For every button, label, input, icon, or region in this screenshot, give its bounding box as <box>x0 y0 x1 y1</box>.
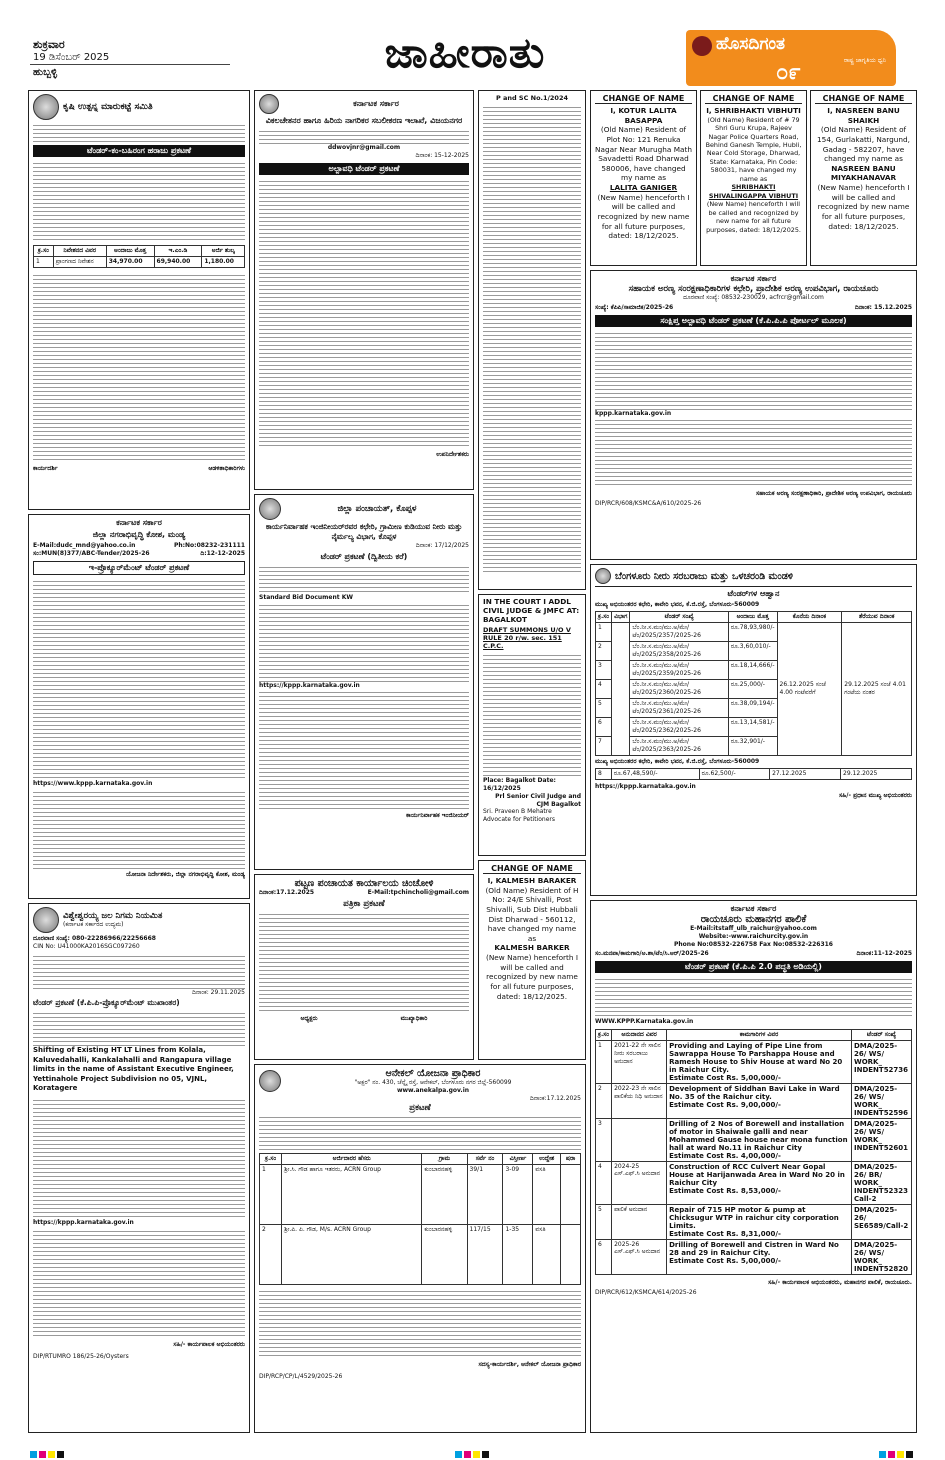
bwssb-td: ಬೆಂ.ನೀ.ಸ.ಮಂ/ಮು.ಅ/ಮೇ/ಟೆಂ/2025/2362/2025-26 <box>630 717 728 736</box>
anekal-td: ವಸತಿ <box>533 1225 561 1285</box>
raichur-title: ರಾಯಚೂರು ಮಹಾನಗರ ಪಾಲಿಕೆ <box>700 914 807 925</box>
bwssb-office-1: ಮುಖ್ಯ ಅಭಿಯಂತರರ ಕಛೇರಿ, ಕಾವೇರಿ ಭವನ, ಕೆ.ಜಿ.ರಸ್ತೆ, ಬೆಂಗಳೂರು-560009 <box>595 601 760 608</box>
bwssb-td: 29.12.2025 <box>841 768 912 779</box>
court-date: Place: Bagalkot Date: 16/12/2025 <box>483 777 556 793</box>
mandya-date: ದಿ:12-12-2025 <box>200 549 245 557</box>
welfare-dept: ವಿಕಲಚೇತನರ ಹಾಗೂ ಹಿರಿಯ ನಾಗರಿಕರ ಸಬಲೀಕರಣ ಇಲಾಖೆ, ವಿಜಯನಗರ <box>265 116 463 125</box>
ad-mandya <box>28 514 250 899</box>
bwssb-table <box>595 611 912 756</box>
change-heading: CHANGE OF NAME <box>483 864 581 874</box>
bwssb-td: ರೂ.67,48,590/- <box>611 768 699 779</box>
raichur-estimate: Estimate Cost Rs. 8,53,000/- <box>669 1186 781 1195</box>
mandya-body-text-2 <box>33 789 245 869</box>
section-title: ಜಾಹೀರಾತು <box>384 28 546 77</box>
raichur-td: 3 <box>596 1118 612 1161</box>
mandya-signer: ಯೋಜನಾ ನಿರ್ದೇಶಕರು, ಜಿಲ್ಲಾ ನಗರಾಭಿವೃದ್ಧಿ ಕೋಶ, ಮಂಡ್ಯ <box>126 871 245 879</box>
bwssb-th: ಟೆಂಡರ್ ಸಂಖ್ಯೆ <box>630 611 728 622</box>
anekal-th: ಗ್ರಾಮ <box>422 1154 467 1165</box>
raichur-work: Drilling of Borewell and Cistren in Ward No 28 and 29 in Raichur City. <box>669 1240 839 1257</box>
apmc-td: 1 <box>34 257 54 268</box>
masthead-date: 19 ಡಿಸೆಂಬರ್ 2025 <box>33 52 110 63</box>
zp-body-text <box>259 564 469 594</box>
raichur-td: DMA/2025-26/ WS/ WORK_ INDENT52736 <box>852 1040 912 1083</box>
zp-portal[interactable]: https://kppp.karnataka.gov.in <box>259 681 360 689</box>
zp-title: ಜಿಲ್ಲಾ ಪಂಚಾಯತ್, ಕೊಪ್ಪಳ <box>337 504 417 514</box>
raichur-estimate: Estimate Cost Rs. 9,00,000/- <box>669 1100 781 1109</box>
raichur-website: Website:-www.raichurcity.gov.in <box>698 932 809 940</box>
anekal-th: ಷರಾ <box>561 1154 581 1165</box>
anekal-th: ಕ್ರ.ಸಂ <box>260 1154 282 1165</box>
raichur-td: DMA/2025-26/ BR/ WORK_ INDENT52323 Call-2 <box>852 1161 912 1204</box>
bwssb-th: ಅಂದಾಜು ಮೊತ್ತ <box>728 611 777 622</box>
raichur-td <box>667 1161 852 1204</box>
bwssb-td: ಬೆಂ.ನೀ.ಸ.ಮಂ/ಮು.ಅ/ಮೇ/ಟೆಂ/2025/2361/2025-26 <box>630 698 728 717</box>
vjnl-body-text <box>33 1010 245 1046</box>
welfare-notice: ಅಲ್ಪಾವಧಿ ಟೆಂಡರ್ ಪ್ರಕಟಣೆ <box>259 163 469 175</box>
masthead-day: ಶುಕ್ರವಾರ <box>33 38 65 51</box>
zp-date: ದಿನಾಂಕ: 17/12/2025 <box>415 542 469 549</box>
apmc-th: ಇ.ಎಂ.ಡಿ <box>154 246 202 257</box>
raichur-td: 2024-25 ಎಸ್.ಎಫ್.ಸಿ ಅನುದಾನ <box>612 1161 667 1204</box>
chincholi-email: E-Mail:tpchincholi@gmail.com <box>367 889 469 896</box>
change-old-name: I, KOTUR LALITA BASAPPA <box>610 106 677 125</box>
karnataka-emblem-icon <box>259 94 279 114</box>
raichur-th: ಕ್ರ.ಸಂ <box>596 1029 612 1040</box>
bwssb-td: ರೂ.38,09,194/- <box>728 698 777 717</box>
ad-bwssb <box>590 564 917 896</box>
raichur-td <box>667 1204 852 1239</box>
forest-signer: ಸಹಾಯಕ ಅರಣ್ಯ ಸಂರಕ್ಷಣಾಧಿಕಾರಿ, ಪ್ರಾದೇಶಿಕ ಅರಣ್ಯ ಉಪವಿಭಾಗ, ರಾಯಚೂರು <box>755 490 912 498</box>
raichur-td: 2 <box>596 1083 612 1118</box>
zp-notice: ಟೆಂಡರ್ ಪ್ರಕಟಣೆ (ದ್ವಿತೀಯ ಕರೆ) <box>320 551 408 561</box>
raichur-row <box>596 1083 912 1118</box>
forest-body-text-2 <box>595 417 912 487</box>
raichur-estimate: Estimate Cost Rs. 4,00,000/- <box>669 1151 781 1160</box>
change-body: (Old Name) Resident of 154, Gurlakatti, Nargund, Gadag - 582207, have changed my name as <box>817 125 910 164</box>
vjnl-cin: CIN No: U41000KA2016SGC097260 <box>33 942 140 950</box>
raichur-td: DMA/2025-26/ SE6589/Call-2 <box>852 1204 912 1239</box>
anekal-dip: DIP/RCP/CP/L/4529/2025-26 <box>259 1373 343 1381</box>
raichur-td: 1 <box>596 1040 612 1083</box>
bwssb-td: 8 <box>596 768 612 779</box>
ad-welfare <box>254 90 474 490</box>
mandya-govt: ಕರ್ನಾಟಕ ಸರ್ಕಾರ <box>116 518 162 527</box>
raichur-td: 4 <box>596 1161 612 1204</box>
chincholi-notice: ಪತ್ರಿಕಾ ಪ್ರಕಟಣೆ <box>343 898 385 909</box>
raichur-work: Providing and Laying of Pipe Line from Sawrappa House To Parshappa House and Ramesh House to Shiv House at ward No 20 in Raichur City. <box>669 1041 843 1074</box>
zp-office: ಕಾರ್ಯನಿರ್ವಾಹಕ ಇಂಜಿನೀಯರ್‌ರವರ ಕಛೇರಿ, ಗ್ರಾಮೀಣ ಕುಡಿಯುವ ನೀರು ಮತ್ತು ನೈರ್ಮಲ್ಯ ವಿಭಾಗ, ಕೊಪ್ಪಳ <box>265 522 463 541</box>
anekal-th: ವಿಸ್ತೀರ್ಣ <box>503 1154 533 1165</box>
change-tail: (New Name) henceforth I will be called and recognized by new name for all future purposes, dated: 18/12/2025. <box>817 183 910 231</box>
vjnl-work: Shifting of Existing HT LT Lines from Kolala, Kaluvedahalli, Kankalahalli and Rangapura village limits in the name of Assistant Executive Engineer, Yettinahole Project Subdivision no 05, VJNL, Koratagere <box>33 1046 234 1093</box>
apmc-td: 34,970.00 <box>106 257 154 268</box>
change-body: (Old Name) Resident of # 79 Shri Guru Krupa, Rajeev Nagar Police Quarters Road, Behind Ganesh Temple, Hubli, Near Cold Storage, Dharwad, State: Karnataka, Pin Code: 580031, have changed my name as <box>705 115 802 183</box>
raichur-td: 6 <box>596 1239 612 1274</box>
bwssb-th: ಕ್ರ.ಸಂ <box>596 611 612 622</box>
ad-anekal <box>254 1064 586 1433</box>
anekal-td: 2 <box>260 1225 282 1285</box>
zp-body-text-2 <box>259 602 469 682</box>
raichur-td <box>667 1118 852 1161</box>
karnataka-emblem-icon <box>33 94 59 120</box>
anekal-date: ದಿನಾಂಕ:17.12.2025 <box>529 1094 581 1102</box>
raichur-row <box>596 1161 912 1204</box>
bwssb-logo-icon <box>595 568 611 584</box>
raichur-estimate: Estimate Cost Rs. 5,00,000/- <box>669 1256 781 1265</box>
raichur-td: 2021-22 ನೇ ಸಾಲಿನ ನೀರು ಸರಬರಾಜು ಅನುದಾನ <box>612 1040 667 1083</box>
raichur-td: 5 <box>596 1204 612 1239</box>
anekal-body-text <box>259 1114 581 1150</box>
ad-chincholi <box>254 874 474 1060</box>
raichur-ref: ಸಂ.ಮನಪಾ/ಕಾಮಗಾರಿ/ಅ.ಶಾ/ಟೆಂ/ಸಿ.ಆರ್/2025-26 <box>595 950 709 958</box>
raichur-table <box>595 1029 912 1275</box>
bwssb-td: ರೂ.78,93,980/- <box>728 622 777 641</box>
change-old-name: I, KALMESH BARAKER <box>487 876 577 885</box>
raichur-td: DMA/2025-26/ WS/ WORK_ INDENT52596 <box>852 1083 912 1118</box>
vjnl-logo-icon <box>33 907 59 933</box>
chincholi-sign-1: ಅಧ್ಯಕ್ಷರು <box>300 1014 318 1022</box>
forest-title: ಸಹಾಯಕ ಅರಣ್ಯ ಸಂರಕ್ಷಣಾಧಿಕಾರಿಗಳ ಕಛೇರಿ, ಪ್ರಾದೇಶಿಕ ಅರಣ್ಯ ಉಪವಿಭಾಗ, ರಾಯಚೂರು <box>628 284 879 294</box>
apmc-td: ಪ್ರಾಂಗಣದ ನಿವೇಶನ <box>53 257 106 268</box>
bwssb-th: ತೆರೆಯುವ ದಿನಾಂಕ <box>842 611 912 622</box>
forest-govt: ಕರ್ನಾಟಕ ಸರ್ಕಾರ <box>730 274 777 283</box>
mandya-email: E-Mail:dudc_mnd@yahoo.co.in <box>33 542 136 549</box>
ad-zp-koppal <box>254 494 474 870</box>
raichur-work: Repair of 715 HP motor & pump at Chicksugur WTP in raichur city corporation Limits. <box>669 1205 839 1230</box>
chincholi-body-text <box>259 911 469 1011</box>
ad-court-summons <box>478 594 586 856</box>
court-summons: DRAFT SUMMONS U/O V RULE 20 r/w. sec. 151 C.P.C. <box>483 626 571 651</box>
apmc-th: ನಿವೇಶನದ ವಿವರ <box>53 246 106 257</box>
court-summons-body <box>483 652 581 777</box>
apmc-signer-2: ಆಡಳಿತಾಧಿಕಾರಿಗಳು <box>208 465 245 472</box>
vjnl-address <box>33 953 245 989</box>
change-old-name: I, SHRIBHAKTI VIBHUTI <box>706 106 801 115</box>
vjnl-notice: ಟೆಂಡರ್ ಪ್ರಕಟಣೆ (ಕೆ.ಪಿ.ಪಿ-ಪ್ರೊಕ್ಯೂರ್‌ಮೆಂಟ್ ಮುಖಾಂತರ) <box>33 998 180 1008</box>
raichur-row <box>596 1118 912 1161</box>
raichur-th: ಅನುದಾನದ ವಿವರ <box>612 1029 667 1040</box>
raichur-td: 2025-26 ಎಸ್.ಎಫ್.ಸಿ ಅನುದಾನ <box>612 1239 667 1274</box>
apmc-title: ಕೃಷಿ ಉತ್ಪನ್ನ ಮಾರುಕಟ್ಟೆ ಸಮಿತಿ <box>63 102 153 112</box>
bwssb-td: 2 <box>596 641 612 660</box>
paper-name: ಹೊಸದಿಗಂತ <box>716 34 786 54</box>
bwssb-table-2 <box>595 768 912 780</box>
page-number: ೦೯ <box>776 60 801 85</box>
welfare-signer: ಉಪನಿರ್ದೇಶಕರು <box>436 450 469 458</box>
change-new-name: LALITA GANIGER <box>609 183 678 192</box>
anekal-td: 39/1 <box>467 1165 503 1225</box>
court-body-text <box>483 104 581 574</box>
apmc-address <box>33 122 245 142</box>
change-tail: (New Name) henceforth I will be called and recognized by new name for all future purposes, dated: 18/12/2025. <box>597 192 690 241</box>
change-tail: (New Name) henceforth I will be called and recognized by new name for all future purposes, dated: 18/12/2025. <box>485 953 578 1001</box>
bwssb-th: ವಿಭಾಗ <box>612 611 630 622</box>
court-case-title: P and SC No.1/2024 <box>495 94 569 102</box>
bwssb-office-2: ಮುಖ್ಯ ಅಭಿಯಂತರರ ಕಛೇರಿ, ಕಾವೇರಿ ಭವನ, ಕೆ.ಜಿ.ರಸ್ತೆ, ಬೆಂಗಳೂರು-560009 <box>595 757 760 765</box>
anekal-web: www.anekalpa.gov.in <box>396 1086 470 1094</box>
print-registration-marks <box>30 1443 915 1453</box>
chincholi-date: ದಿನಾಂಕ:17.12.2025 <box>259 889 315 896</box>
anekal-notice: ಪ್ರಕಟಣೆ <box>409 1103 431 1114</box>
raichur-body-text <box>595 976 912 1018</box>
raichur-email: E-Mail:itstaff_ulb_raichur@yahoo.com <box>690 925 817 932</box>
anekal-td: 117/15 <box>467 1225 503 1285</box>
apmc-td: 1,180.00 <box>202 257 245 268</box>
raichur-estimate: Estimate Cost Rs. 8,31,000/- <box>669 1229 781 1238</box>
mandya-title: ಜಿಲ್ಲಾ ನಗರಾಭಿವೃದ್ಧಿ ಕೋಶ, ಮಂಡ್ಯ <box>92 530 186 539</box>
change-new-name: KALMESH BARKER <box>494 943 570 953</box>
apmc-th: ಅಂದಾಜು ಮೊತ್ತ <box>106 246 154 257</box>
change-new-name: NASREEN BANU MIYAKHANAVAR <box>830 163 897 183</box>
zp-signer: ಕಾರ್ಯನಿರ್ವಾಹಕ ಇಂಜಿನೀಯರ್ <box>406 812 469 820</box>
change-old-name: I, NASREEN BANU SHAIKH <box>827 106 900 125</box>
apmc-conditions <box>33 272 245 462</box>
change-tail: (New Name) henceforth I will be called and recognized by new name for all future purposes, dated: 18/12/2025. <box>706 200 801 234</box>
apmc-table <box>33 245 245 268</box>
raichur-work: Construction of RCC Culvert Near Gopal House at Harijanwada Area in Ward No 20 in Raichur City <box>669 1162 845 1187</box>
bwssb-td: ಬೆಂ.ನೀ.ಸ.ಮಂ/ಮು.ಅ/ಮೇ/ಟೆಂ/2025/2357/2025-26 <box>630 622 728 641</box>
raichur-govt: ಕರ್ನಾಟಕ ಸರ್ಕಾರ <box>730 904 777 913</box>
welfare-govt: ಕರ್ನಾಟಕ ಸರ್ಕಾರ <box>353 99 399 108</box>
change-of-name-2 <box>700 90 807 266</box>
welfare-email: ddwovjnr@gmail.com <box>327 144 401 151</box>
bwssb-signer: ಸಹಿ/- ಪ್ರಧಾನ ಮುಖ್ಯ ಅಭಿಯಂತರರು <box>838 792 912 800</box>
raichur-td <box>667 1083 852 1118</box>
vjnl-portal[interactable]: https://kppp.karnataka.gov.in <box>33 1218 134 1226</box>
vjnl-sub: (ಕರ್ನಾಟಕ ಸರ್ಕಾರದ ಉದ್ಯಮ) <box>63 921 124 929</box>
raichur-portal[interactable]: WWW.KPPP.Karnataka.gov.in <box>595 1018 694 1026</box>
bwssb-td: 7 <box>596 736 612 755</box>
raichur-date: ದಿನಾಂಕ:11-12-2025 <box>856 950 912 958</box>
apmc-body-text <box>33 160 245 242</box>
anekal-th: ಉದ್ದೇಶ <box>533 1154 561 1165</box>
zp-body-text-3 <box>259 689 469 809</box>
raichur-dip: DIP/RCR/612/KSMCA/614/2025-26 <box>595 1288 697 1296</box>
bwssb-td: ಬೆಂ.ನೀ.ಸ.ಮಂ/ಮು.ಅ/ಮೇ/ಟೆಂ/2025/2358/2025-26 <box>630 641 728 660</box>
zp-logo-icon <box>259 498 281 520</box>
anekal-title: ಆನೇಕಲ್ ಯೋಜನಾ ಪ್ರಾಧಿಕಾರ <box>385 1068 481 1079</box>
vjnl-body-text-2 <box>33 1097 245 1217</box>
change-heading: CHANGE OF NAME <box>705 94 802 104</box>
anekal-td: ಕುಂಬಾರನಹಳ್ಳಿ <box>422 1225 467 1285</box>
vjnl-phone: ದೂರವಾಣಿ ಸಂಖ್ಯೆ: 080-22286966/22256668 <box>33 935 156 942</box>
anekal-td: 3-09 <box>503 1165 533 1225</box>
apmc-th: ಕ್ರ.ಸಂ <box>34 246 54 257</box>
anekal-table <box>259 1153 581 1285</box>
ad-raichur <box>590 900 917 1433</box>
bwssb-td: 3 <box>596 660 612 679</box>
welfare-date: ದಿನಾಂಕ: 15-12-2025 <box>415 151 469 159</box>
chincholi-sign-2: ಮುಖ್ಯಾಧಿಕಾರಿ <box>400 1014 428 1022</box>
raichur-th: ಟೆಂಡರ್ ಸಂಖ್ಯೆ <box>852 1029 912 1040</box>
mandya-notice: ಇ-ಪ್ರೊಕ್ಯೂರ್‌ಮೆಂಟ್ ಟೆಂಡರ್ ಪ್ರಕಟಣೆ <box>33 561 245 575</box>
bwssb-td: ಬೆಂ.ನೀ.ಸ.ಮಂ/ಮು.ಅ/ಮೇ/ಟೆಂ/2025/2363/2025-26 <box>630 736 728 755</box>
change-new-name: SHRIBHAKTI SHIVALINGAPPA VIBHUTI <box>708 183 799 200</box>
bwssb-td: 26.12.2025 ಸಂಜೆ 4.00 ಗಂಟೆವರೆಗೆ <box>777 622 842 755</box>
change-heading: CHANGE OF NAME <box>815 94 912 104</box>
raichur-td: ಪಾಲಿಕೆ ಅನುದಾನ <box>612 1204 667 1239</box>
raichur-estimate: Estimate Cost Rs. 5,00,000/- <box>669 1073 781 1082</box>
bwssb-td: 29.12.2025 ಸಂಜೆ 4.01 ಗಂಟೆಯ ನಂತರ <box>842 622 912 755</box>
welfare-address <box>259 128 469 144</box>
change-body: (Old Name) Resident of Plot No: 121 Renuka Nagar Near Murugha Math Savadetti Road Dharwad 580006, have changed my name as <box>595 125 692 183</box>
bwssb-td: 1 <box>596 622 612 641</box>
anekal-td <box>561 1225 581 1285</box>
bwssb-td: ಬೆಂ.ನೀ.ಸ.ಮಂ/ಮು.ಅ/ಮೇ/ಟೆಂ/2025/2359/2025-26 <box>630 660 728 679</box>
anekal-logo-icon <box>259 1070 281 1092</box>
anekal-td: ವಸತಿ <box>533 1165 561 1225</box>
bwssb-td: ರೂ.25,000/- <box>728 679 777 698</box>
mandya-body-text <box>33 578 245 778</box>
anekal-td: 1 <box>260 1165 282 1225</box>
zp-std: Standard Bid Document KW <box>259 593 353 601</box>
anekal-td: ಕುಂಬಾರನಹಳ್ಳಿ <box>422 1165 467 1225</box>
raichur-td <box>612 1118 667 1161</box>
ad-vjnl <box>28 903 250 1433</box>
forest-portal[interactable]: kppp.karnataka.gov.in <box>595 409 672 417</box>
raichur-signer: ಸಹಿ/- ಕಾರ್ಯಪಾಲಕ ಅಭಿಯಂತರರು, ಮಹಾನಗರ ಪಾಲಿಕೆ, ರಾಯಚೂರು. <box>768 1278 912 1286</box>
mandya-phone: Ph:No:08232-231111 <box>173 542 245 549</box>
forest-notice: ಸಂಕ್ಷಿಪ್ತ ಅಲ್ಪಾವಧಿ ಟೆಂಡರ್ ಪ್ರಕಟಣೆ (ಕೆ.ಪಿ.ಪಿ.ಪಿ ಪೋರ್ಟಲ್ ಮೂಲಕ) <box>595 315 912 327</box>
court-advocate: Sri. Praveen B Mehatre Advocate for Petitioners <box>483 808 556 824</box>
raichur-work: Drilling of 2 Nos of Borewell and installation of motor in Shaiwale galli and near Mohammed Gause house near mona function hall at ward No.11 in Raichur City <box>669 1119 848 1152</box>
change-of-name-3 <box>810 90 917 266</box>
raichur-th: ಕಾಮಗಾರಿಗಳ ವಿವರ <box>667 1029 852 1040</box>
raichur-td <box>667 1239 852 1274</box>
apmc-signer: ಕಾರ್ಯದರ್ಶಿ <box>33 465 58 472</box>
change-heading: CHANGE OF NAME <box>595 94 692 104</box>
vjnl-signer: ಸಹಿ/- ಕಾರ್ಯಪಾಲಕ ಅಭಿಯಂತರರು <box>173 1341 245 1349</box>
change-of-name-4 <box>478 860 586 1060</box>
bwssb-td: 27.12.2025 <box>770 768 841 779</box>
paper-tagline: ರಾಷ್ಟ್ರ ಜಾಗೃತಿಯ ಧ್ವನಿ <box>843 57 886 64</box>
anekal-th: ಅರ್ಜಿದಾರರ ಹೆಸರು <box>282 1154 422 1165</box>
mandya-ref: ಸಂ:MUN(8)377/ABC-Tender/2025-26 <box>33 549 150 557</box>
apmc-tender-head: ಟೆಂಡರ್-ಕಂ-ಬಹಿರಂಗ ಹರಾಜು ಪ್ರಕಟಣೆ <box>33 145 245 157</box>
anekal-address: "ಅಕ್ಷರ" ನಂ. 430, ಚೆನ್ನೈ ರಸ್ತೆ, ಆನೇಕಲ್, ಬೆಂಗಳೂರು ನಗರ ಜಿಲ್ಲೆ-560099 <box>354 1079 512 1086</box>
bwssb-td: ರೂ.62,500/- <box>699 768 769 779</box>
forest-body-text <box>595 330 912 410</box>
raichur-td: 2022-23 ನೇ ಸಾಲಿನ ಪಾಲಿಕೆಯ ನಿಧಿ ಅನುದಾನ <box>612 1083 667 1118</box>
bwssb-td: ಬೆಂ.ನೀ.ಸ.ಮಂ/ಮು.ಅ/ಮೇ/ಟೆಂ/2025/2360/2025-26 <box>630 679 728 698</box>
forest-ref: ಸಂಖ್ಯೆ: ಕೆಪಿಪಿ/ಸಾಮಾಜಿಕ/2025-26 <box>595 303 674 311</box>
forest-dip: DIP/RCR/608/KSMC&A/610/2025-26 <box>595 500 702 508</box>
court-signer: Prl Senior Civil Judge and CJM Bagalkot <box>495 792 581 808</box>
forest-contact: ದೂರವಾಣಿ ಸಂಖ್ಯೆ: 08532-230029, acfrcr@gmail.com <box>683 294 824 301</box>
anekal-body-text-2 <box>259 1288 581 1358</box>
anekal-th: ಸರ್ವೆ ನಂ <box>467 1154 503 1165</box>
raichur-td: DMA/2025-26/ WS/ WORK_ INDENT52820 <box>852 1239 912 1274</box>
anekal-td <box>561 1165 581 1225</box>
raichur-phone: Phone No:08532-226758 Fax No:08532-226316 <box>674 940 833 948</box>
bwssb-td: 6 <box>596 717 612 736</box>
raichur-notice: ಟೆಂಡರ್ ಪ್ರಕಟಣೆ (ಕೆ.ಪಿ.ಪಿ 2.0 ಪದ್ಧತಿ ಅಡಿಯಲ್ಲಿ) <box>595 961 912 973</box>
apmc-td: 69,940.00 <box>154 257 202 268</box>
raichur-work: Development of Siddhan Bavi Lake in Ward No. 35 of the Raichur city. <box>669 1084 840 1101</box>
masthead-city: ಹುಬ್ಬಳ್ಳಿ <box>33 67 58 78</box>
raichur-row <box>596 1040 912 1083</box>
welfare-body-text <box>259 178 469 448</box>
raichur-row <box>596 1204 912 1239</box>
bwssb-td: ರೂ.3,60,010/- <box>728 641 777 660</box>
ad-forest <box>590 270 917 560</box>
ad-apmc <box>28 90 250 510</box>
bwssb-td: ರೂ.18,14,666/- <box>728 660 777 679</box>
mandya-portal[interactable]: https://www.kppp.karnataka.gov.in <box>33 779 153 787</box>
masthead <box>0 0 945 88</box>
bwssb-td: ರೂ.32,901/- <box>728 736 777 755</box>
anekal-td: 1-35 <box>503 1225 533 1285</box>
forest-date: ದಿನಾಂಕ: 15.12.2025 <box>854 303 912 311</box>
bwssb-portal[interactable]: https://kppp.karnataka.gov.in <box>595 782 696 790</box>
bwssb-td: ರೂ.13,14,581/- <box>728 717 777 736</box>
court-head: IN THE COURT I ADDL CIVIL JUDGE & JMFC AT: BAGALKOT <box>483 597 580 624</box>
ad-court-notice <box>478 90 586 590</box>
anekal-signer: ಸದಸ್ಯ-ಕಾರ್ಯದರ್ಶಿ, ಆನೇಕಲ್ ಯೋಜನಾ ಪ್ರಾಧಿಕಾರ <box>478 1361 581 1369</box>
bwssb-td: 4 <box>596 679 612 698</box>
bwssb-td: 5 <box>596 698 612 717</box>
paper-logo-icon <box>692 36 712 56</box>
vjnl-body-text-3 <box>33 1228 245 1338</box>
raichur-td: DMA/2025-26/ WS/ WORK_ INDENT52601 <box>852 1118 912 1161</box>
masthead-rule <box>30 64 230 65</box>
chincholi-title: ಪಟ್ಟಣ ಪಂಚಾಯತ ಕಾರ್ಯಾಲಯ ಚಿಂಚೋಳಿ <box>294 878 434 889</box>
raichur-row <box>596 1239 912 1274</box>
raichur-td <box>667 1040 852 1083</box>
paper-badge <box>686 30 896 86</box>
bwssb-notice: ಟೆಂಡರ್‌ಗಳ ಆಹ್ವಾನ <box>727 589 780 598</box>
change-of-name-1 <box>590 90 697 266</box>
vjnl-dip: DIP/RTUMRO 186/25-26/Oysters <box>33 1353 129 1361</box>
change-body: (Old Name) Resident of H No: 24/E Shivalli, Post Shivalli, Sub Dist Hubbali Dist Dharwad - 560112, have changed my name as <box>485 885 579 943</box>
vjnl-title: ವಿಶ್ವೇಶ್ವರಯ್ಯ ಜಲ ನಿಗಮ ನಿಯಮಿತ <box>63 911 163 922</box>
bwssb-td <box>612 622 630 755</box>
bwssb-title: ಬೆಂಗಳೂರು ನೀರು ಸರಬರಾಜು ಮತ್ತು ಒಳಚರಂಡಿ ಮಂಡಳಿ <box>615 570 793 582</box>
anekal-td: ಶ್ರೀ.ಸಿ. ಗೌಡ ಹಾಗೂ ಇತರರು, ACRN Group <box>282 1165 422 1225</box>
bwssb-th: ಕೊನೆಯ ದಿನಾಂಕ <box>777 611 842 622</box>
apmc-th: ಅರ್ಜಿ ಶುಲ್ಕ <box>202 246 245 257</box>
vjnl-date: ದಿನಾಂಕ: 29.11.2025 <box>192 988 245 996</box>
anekal-td: ಶ್ರೀ.ಪಿ. ಪಿ. ಗೌಡ, M/s. ACRN Group <box>282 1225 422 1285</box>
